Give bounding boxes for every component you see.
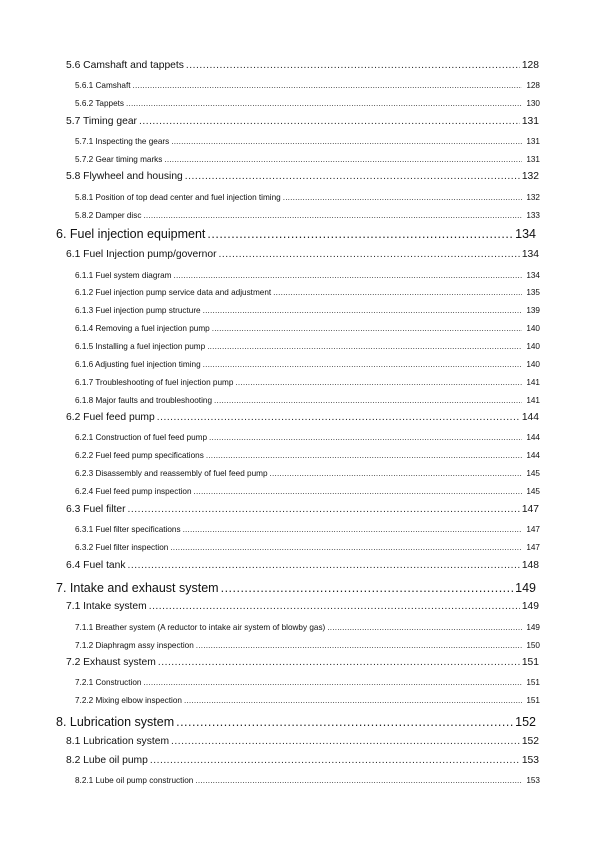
toc-page-number: 134 bbox=[521, 249, 539, 261]
toc-subsection[interactable] bbox=[75, 99, 540, 108]
toc-section[interactable] bbox=[66, 657, 539, 668]
toc-subsection[interactable] bbox=[75, 324, 540, 333]
toc-subsection[interactable] bbox=[75, 306, 540, 315]
toc-dot-leader bbox=[194, 487, 523, 496]
toc-entry-title: 5.6 Camshaft and tappets bbox=[66, 60, 184, 72]
toc-page-number: 134 bbox=[526, 271, 540, 281]
toc-subsection[interactable] bbox=[75, 288, 540, 297]
toc-page-number: 151 bbox=[521, 657, 539, 669]
toc-subsection[interactable] bbox=[75, 271, 540, 280]
toc-page-number: 149 bbox=[526, 623, 540, 633]
toc-section[interactable] bbox=[66, 60, 539, 71]
toc-entry-title: 6.4 Fuel tank bbox=[66, 560, 126, 572]
toc-dot-leader bbox=[171, 736, 520, 747]
toc-page-number: 151 bbox=[526, 696, 540, 706]
toc-subsection[interactable] bbox=[75, 193, 540, 202]
toc-page-number: 153 bbox=[526, 776, 540, 786]
toc-section[interactable] bbox=[66, 755, 539, 766]
toc-page-number: 133 bbox=[526, 211, 540, 221]
toc-subsection[interactable] bbox=[75, 623, 540, 632]
toc-page-number: 152 bbox=[515, 715, 536, 730]
toc-entry-title: 5.8.1 Position of top dead center and fuel injection timing bbox=[75, 193, 281, 203]
toc-dot-leader bbox=[133, 81, 523, 90]
toc-entry-title: 5.7 Timing gear bbox=[66, 116, 137, 128]
toc-page-number: 153 bbox=[521, 755, 539, 767]
toc-entry-title: 6.3.2 Fuel filter inspection bbox=[75, 543, 169, 553]
toc-subsection[interactable] bbox=[75, 696, 540, 705]
toc-entry-title: 5.6.2 Tappets bbox=[75, 99, 125, 109]
toc-page-number: 152 bbox=[521, 736, 539, 748]
toc-page-number: 151 bbox=[526, 678, 540, 688]
toc-entry-title: 6. Fuel injection equipment bbox=[56, 227, 206, 242]
toc-page-number: 128 bbox=[521, 60, 539, 72]
toc-section[interactable] bbox=[66, 249, 539, 260]
toc-subsection[interactable] bbox=[75, 378, 540, 387]
toc-entry-title: 7.2.1 Construction bbox=[75, 678, 142, 688]
toc-page-number: 149 bbox=[521, 601, 539, 613]
toc-entry-title: 6.1.2 Fuel injection pump service data and adjustment bbox=[75, 288, 272, 298]
toc-entry-title: 6.2.3 Disassembly and reassembly of fuel feed pump bbox=[75, 469, 268, 479]
toc-subsection[interactable] bbox=[75, 776, 540, 785]
toc-dot-leader bbox=[183, 525, 523, 534]
toc-dot-leader bbox=[158, 657, 520, 668]
toc-page-number: 147 bbox=[526, 525, 540, 535]
toc-entry-title: 6.1 Fuel Injection pump/governor bbox=[66, 249, 217, 261]
toc-subsection[interactable] bbox=[75, 211, 540, 220]
toc-page-number: 140 bbox=[526, 342, 540, 352]
toc-page-number: 144 bbox=[526, 451, 540, 461]
toc-dot-leader bbox=[273, 288, 522, 297]
toc-dot-leader bbox=[186, 60, 520, 71]
toc-entry-title: 7.1.2 Diaphragm assy inspection bbox=[75, 641, 194, 651]
toc-entry-title: 7.1.1 Breather system (A reductor to intake air system of blowby gas) bbox=[75, 623, 326, 633]
toc-chapter[interactable] bbox=[56, 227, 536, 241]
toc-entry-title: 6.1.6 Adjusting fuel injection timing bbox=[75, 360, 201, 370]
toc-entry-title: 6.1.4 Removing a fuel injection pump bbox=[75, 324, 210, 334]
toc-section[interactable] bbox=[66, 560, 539, 571]
toc-dot-leader bbox=[157, 412, 520, 423]
toc-dot-leader bbox=[164, 155, 522, 164]
toc-entry-title: 6.1.7 Troubleshooting of fuel injection pump bbox=[75, 378, 234, 388]
toc-page-number: 144 bbox=[526, 433, 540, 443]
toc-dot-leader bbox=[270, 469, 523, 478]
toc-entry-title: 6.1.1 Fuel system diagram bbox=[75, 271, 172, 281]
toc-dot-leader bbox=[206, 451, 523, 460]
toc-dot-leader bbox=[185, 171, 520, 182]
toc-entry-title: 7. Intake and exhaust system bbox=[56, 581, 219, 596]
toc-dot-leader bbox=[195, 776, 522, 785]
toc-page-number: 132 bbox=[521, 171, 539, 183]
toc-page-number: 141 bbox=[526, 396, 540, 406]
toc-dot-leader bbox=[209, 433, 522, 442]
toc-dot-leader bbox=[235, 378, 522, 387]
toc-section[interactable] bbox=[66, 171, 539, 182]
toc-subsection[interactable] bbox=[75, 155, 540, 164]
toc-subsection[interactable] bbox=[75, 678, 540, 687]
toc-dot-leader bbox=[203, 306, 523, 315]
toc-dot-leader bbox=[219, 249, 520, 260]
toc-section[interactable] bbox=[66, 504, 539, 515]
toc-entry-title: 6.2.4 Fuel feed pump inspection bbox=[75, 487, 192, 497]
toc-subsection[interactable] bbox=[75, 543, 540, 552]
toc-dot-leader bbox=[128, 560, 520, 571]
toc-dot-leader bbox=[150, 755, 520, 766]
toc-dot-leader bbox=[171, 137, 522, 146]
toc-page-number: 145 bbox=[526, 469, 540, 479]
toc-dot-leader bbox=[128, 504, 520, 515]
toc-entry-title: 5.7.1 Inspecting the gears bbox=[75, 137, 170, 147]
toc-dot-leader bbox=[184, 696, 522, 705]
toc-dot-leader bbox=[327, 623, 522, 632]
toc-entry-title: 7.2 Exhaust system bbox=[66, 657, 156, 669]
toc-section[interactable] bbox=[66, 116, 539, 127]
toc-entry-title: 8.2.1 Lube oil pump construction bbox=[75, 776, 194, 786]
toc-page-number: 140 bbox=[526, 360, 540, 370]
toc-dot-leader bbox=[207, 342, 522, 351]
toc-page-number: 131 bbox=[521, 116, 539, 128]
toc-page-number: 140 bbox=[526, 324, 540, 334]
toc-entry-title: 6.2.1 Construction of fuel feed pump bbox=[75, 433, 207, 443]
toc-entry-title: 8.2 Lube oil pump bbox=[66, 755, 148, 767]
toc-chapter[interactable] bbox=[56, 581, 536, 595]
toc-subsection[interactable] bbox=[75, 469, 540, 478]
toc-page-number: 131 bbox=[526, 137, 540, 147]
toc-entry-title: 6.1.5 Installing a fuel injection pump bbox=[75, 342, 206, 352]
toc-dot-leader bbox=[283, 193, 523, 202]
toc-page-number: 141 bbox=[526, 378, 540, 388]
toc-entry-title: 5.8.2 Damper disc bbox=[75, 211, 142, 221]
toc-entry-title: 6.2.2 Fuel feed pump specifications bbox=[75, 451, 204, 461]
toc-subsection[interactable] bbox=[75, 433, 540, 442]
toc-page-number: 134 bbox=[515, 227, 536, 242]
toc-dot-leader bbox=[170, 543, 522, 552]
toc-page-number: 145 bbox=[526, 487, 540, 497]
toc-dot-leader bbox=[203, 360, 523, 369]
toc-dot-leader bbox=[214, 396, 522, 405]
toc-section[interactable] bbox=[66, 601, 539, 612]
toc-dot-leader bbox=[126, 99, 522, 108]
toc-entry-title: 7.2.2 Mixing elbow inspection bbox=[75, 696, 182, 706]
toc-entry-title: 5.6.1 Camshaft bbox=[75, 81, 131, 91]
toc-page-number: 130 bbox=[526, 99, 540, 109]
toc-section[interactable] bbox=[66, 412, 539, 423]
toc-dot-leader bbox=[212, 324, 523, 333]
toc-entry-title: 7.1 Intake system bbox=[66, 601, 147, 613]
toc-page-number: 144 bbox=[521, 412, 539, 424]
toc-dot-leader bbox=[139, 116, 520, 127]
toc-page-number: 132 bbox=[526, 193, 540, 203]
toc-subsection[interactable] bbox=[75, 396, 540, 405]
toc-entry-title: 8.1 Lubrication system bbox=[66, 736, 170, 748]
toc-subsection[interactable] bbox=[75, 342, 540, 351]
toc-entry-title: 8. Lubrication system bbox=[56, 715, 175, 730]
toc-entry-title: 6.1.3 Fuel injection pump structure bbox=[75, 306, 201, 316]
toc-section[interactable] bbox=[66, 736, 539, 747]
toc-subsection[interactable] bbox=[75, 360, 540, 369]
toc-dot-leader bbox=[149, 601, 520, 612]
toc-subsection[interactable] bbox=[75, 81, 540, 90]
toc-page-number: 150 bbox=[526, 641, 540, 651]
toc-dot-leader bbox=[143, 211, 522, 220]
toc-dot-leader bbox=[196, 641, 523, 650]
toc-page-number: 149 bbox=[515, 581, 536, 596]
toc-entry-title: 5.8 Flywheel and housing bbox=[66, 171, 183, 183]
toc-page-number: 147 bbox=[521, 504, 539, 516]
toc-chapter[interactable] bbox=[56, 715, 536, 729]
toc-dot-leader bbox=[221, 581, 514, 595]
toc-entry-title: 6.2 Fuel feed pump bbox=[66, 412, 155, 424]
toc-page-number: 135 bbox=[526, 288, 540, 298]
toc-page-number: 128 bbox=[526, 81, 540, 91]
toc-dot-leader bbox=[176, 715, 513, 729]
toc-entry-title: 5.7.2 Gear timing marks bbox=[75, 155, 163, 165]
toc-page-number: 131 bbox=[526, 155, 540, 165]
toc-page-number: 147 bbox=[526, 543, 540, 553]
toc-subsection[interactable] bbox=[75, 487, 540, 496]
toc-dot-leader bbox=[143, 678, 522, 687]
toc-page-number: 148 bbox=[521, 560, 539, 572]
toc-subsection[interactable] bbox=[75, 641, 540, 650]
toc-entry-title: 6.3 Fuel filter bbox=[66, 504, 126, 516]
toc-dot-leader bbox=[207, 227, 513, 241]
toc-page-number: 139 bbox=[526, 306, 540, 316]
toc-subsection[interactable] bbox=[75, 525, 540, 534]
toc-entry-title: 6.1.8 Major faults and troubleshooting bbox=[75, 396, 213, 406]
toc-subsection[interactable] bbox=[75, 451, 540, 460]
toc-dot-leader bbox=[173, 271, 522, 280]
toc-entry-title: 6.3.1 Fuel filter specifications bbox=[75, 525, 181, 535]
toc-subsection[interactable] bbox=[75, 137, 540, 146]
